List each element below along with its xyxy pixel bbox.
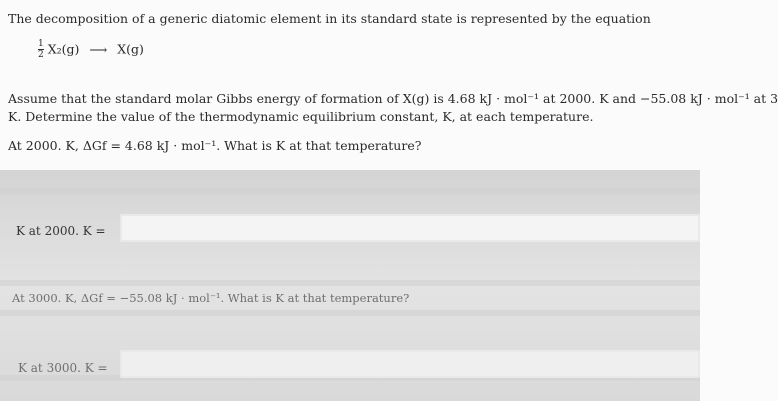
reaction-arrow: ⟶ [89,41,108,57]
fraction-numerator: 1 [38,39,44,49]
scan-band [0,280,700,286]
k3000-label: K at 3000. K = [18,361,108,375]
k3000-input[interactable] [120,350,700,378]
question-intro: The decomposition of a generic diatomic element in its standard state is represented by the equation [8,11,651,26]
stoichiometric-fraction [38,40,44,60]
reactant: X₂(g) [47,41,80,57]
answer-area [0,170,700,401]
k2000-input[interactable] [120,214,700,242]
part1-prompt: At 2000. K, ΔGf = 4.68 kJ · mol⁻¹. What is K at that temperature? [8,138,422,153]
scan-band [0,188,700,194]
scan-band [0,310,700,316]
assumption-line-1: Assume that the standard molar Gibbs energy of formation of X(g) is 4.68 kJ · mol⁻¹ at 2000. K and −55.08 kJ · mol⁻¹ at 3 [8,91,778,106]
reaction-equation [38,40,144,60]
part2-prompt: At 3000. K, ΔGf = −55.08 kJ · mol⁻¹. What is K at that temperature? [12,291,410,305]
fraction-denominator: 2 [38,50,44,60]
product: X(g) [117,41,144,57]
k2000-label: K at 2000. K = [16,224,106,238]
assumption-line-2: K. Determine the value of the thermodynamic equilibrium constant, K, at each temperature. [8,109,594,124]
question-panel [0,0,778,170]
